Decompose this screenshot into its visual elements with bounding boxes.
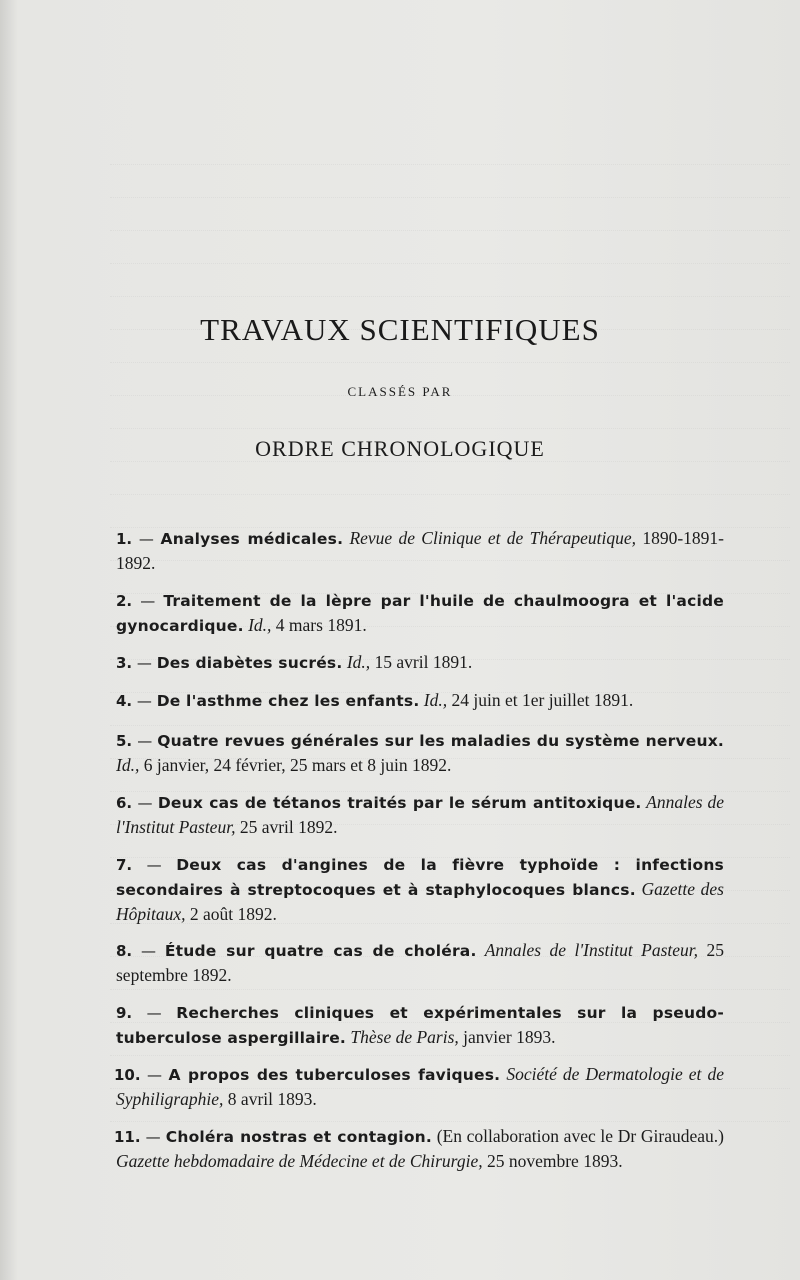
publication-entry (116, 526, 724, 575)
entry-title: Étude sur quatre cas de choléra. (164, 942, 477, 960)
entry-source: Id., (342, 652, 371, 672)
entry-title: Deux cas d'angines de la fièvre typhoïde : infections secondaires à streptocoques et à staphylocoques blancs. (116, 856, 724, 899)
page-subtitle: CLASSÉS PAR (347, 384, 453, 399)
publication-entry (116, 588, 724, 638)
entry-number: 2. (116, 592, 133, 610)
entry-date: 25 septembre 1892. (116, 940, 725, 985)
entry-title: A propos des tuberculoses faviques. (168, 1066, 501, 1084)
entry-title: Deux cas de tétanos traités par le sérum antitoxique. (157, 794, 642, 812)
publication-entry (116, 852, 724, 926)
entry-number: 5. (116, 732, 133, 750)
entry-source: Thèse de Paris, (346, 1027, 459, 1047)
entry-date: 15 avril 1891. (370, 652, 473, 672)
publication-entry (116, 1124, 724, 1173)
entry-number: 7. (116, 856, 133, 874)
publication-entry (116, 728, 724, 777)
entry-number: 10. (114, 1066, 141, 1084)
publication-entry (116, 688, 724, 713)
entry-collaboration: (En collaboration avec le Dr Giraudeau.) (432, 1126, 724, 1146)
entry-date: 25 avril 1892. (235, 817, 338, 837)
entry-dash: — (132, 692, 157, 710)
entry-number: 4. (116, 692, 133, 710)
entry-date: 24 juin et 1er juillet 1891. (447, 690, 634, 710)
entry-title: Choléra nostras et contagion. (165, 1128, 432, 1146)
entry-date: 1890-1891-1892. (116, 528, 724, 573)
entry-number: 9. (116, 1004, 133, 1022)
entry-source: Revue de Clinique et de Thérapeutique, (343, 528, 637, 548)
entry-date: janvier 1893. (458, 1027, 556, 1047)
entry-dash: — (132, 654, 157, 672)
page-title: TRAVAUX SCIENTIFIQUES (200, 312, 600, 347)
entry-number: 3. (116, 654, 133, 672)
entry-date: 6 janvier, 24 février, 25 mars et 8 juin 1892. (139, 755, 452, 775)
page-subtitle-order: ORDRE CHRONOLOGIQUE (255, 436, 545, 461)
entry-source: Société de Dermatologie et de Syphiligraphie, (116, 1064, 724, 1109)
entry-source: Id., (243, 615, 272, 635)
entry-date: 4 mars 1891. (271, 615, 367, 635)
entry-date: 8 avril 1893. (223, 1089, 317, 1109)
entry-number: 1. (116, 530, 133, 548)
entry-dash: — (132, 856, 177, 874)
entry-date: 2 août 1892. (185, 904, 277, 924)
entry-dash: — (132, 942, 165, 960)
entry-dash: — (132, 1004, 177, 1022)
entry-dash: — (132, 530, 161, 548)
entry-number: 6. (116, 794, 133, 812)
entry-number: 11. (114, 1128, 141, 1146)
entry-title: De l'asthme chez les enfants. (156, 692, 420, 710)
publication-entry (116, 650, 724, 675)
entry-source: Annales de l'Institut Pasteur, (476, 940, 699, 960)
entry-title: Quatre revues générales sur les maladies du système nerveux. (157, 732, 724, 750)
entry-dash: — (140, 1128, 166, 1146)
entry-dash: — (140, 1066, 169, 1084)
publication-entry (116, 938, 724, 987)
entry-dash: — (132, 732, 158, 750)
entry-dash: — (132, 794, 158, 812)
publication-entry (116, 790, 724, 839)
entry-source: Gazette hebdomadaire de Médecine et de Chirurgie, (116, 1151, 483, 1171)
entry-title: Analyses médicales. (160, 530, 344, 548)
entry-dash: — (132, 592, 164, 610)
entry-source: Gazette des Hôpitaux, (116, 879, 724, 924)
entry-date: 25 novembre 1893. (482, 1151, 623, 1171)
entry-source: Annales de l'Institut Pasteur, (116, 792, 724, 837)
entry-title: Traitement de la lèpre par l'huile de chaulmoogra et l'acide gynocardique. (116, 592, 725, 635)
publication-entry (116, 1000, 724, 1050)
entry-source: Id., (419, 690, 448, 710)
entry-title: Recherches cliniques et expérimentales sur la pseudo-tuberculose aspergillaire. (116, 1004, 724, 1047)
entry-title: Des diabètes sucrés. (156, 654, 343, 672)
entry-source: Id., (116, 755, 140, 775)
publication-entry (116, 1062, 724, 1111)
entry-number: 8. (116, 942, 133, 960)
